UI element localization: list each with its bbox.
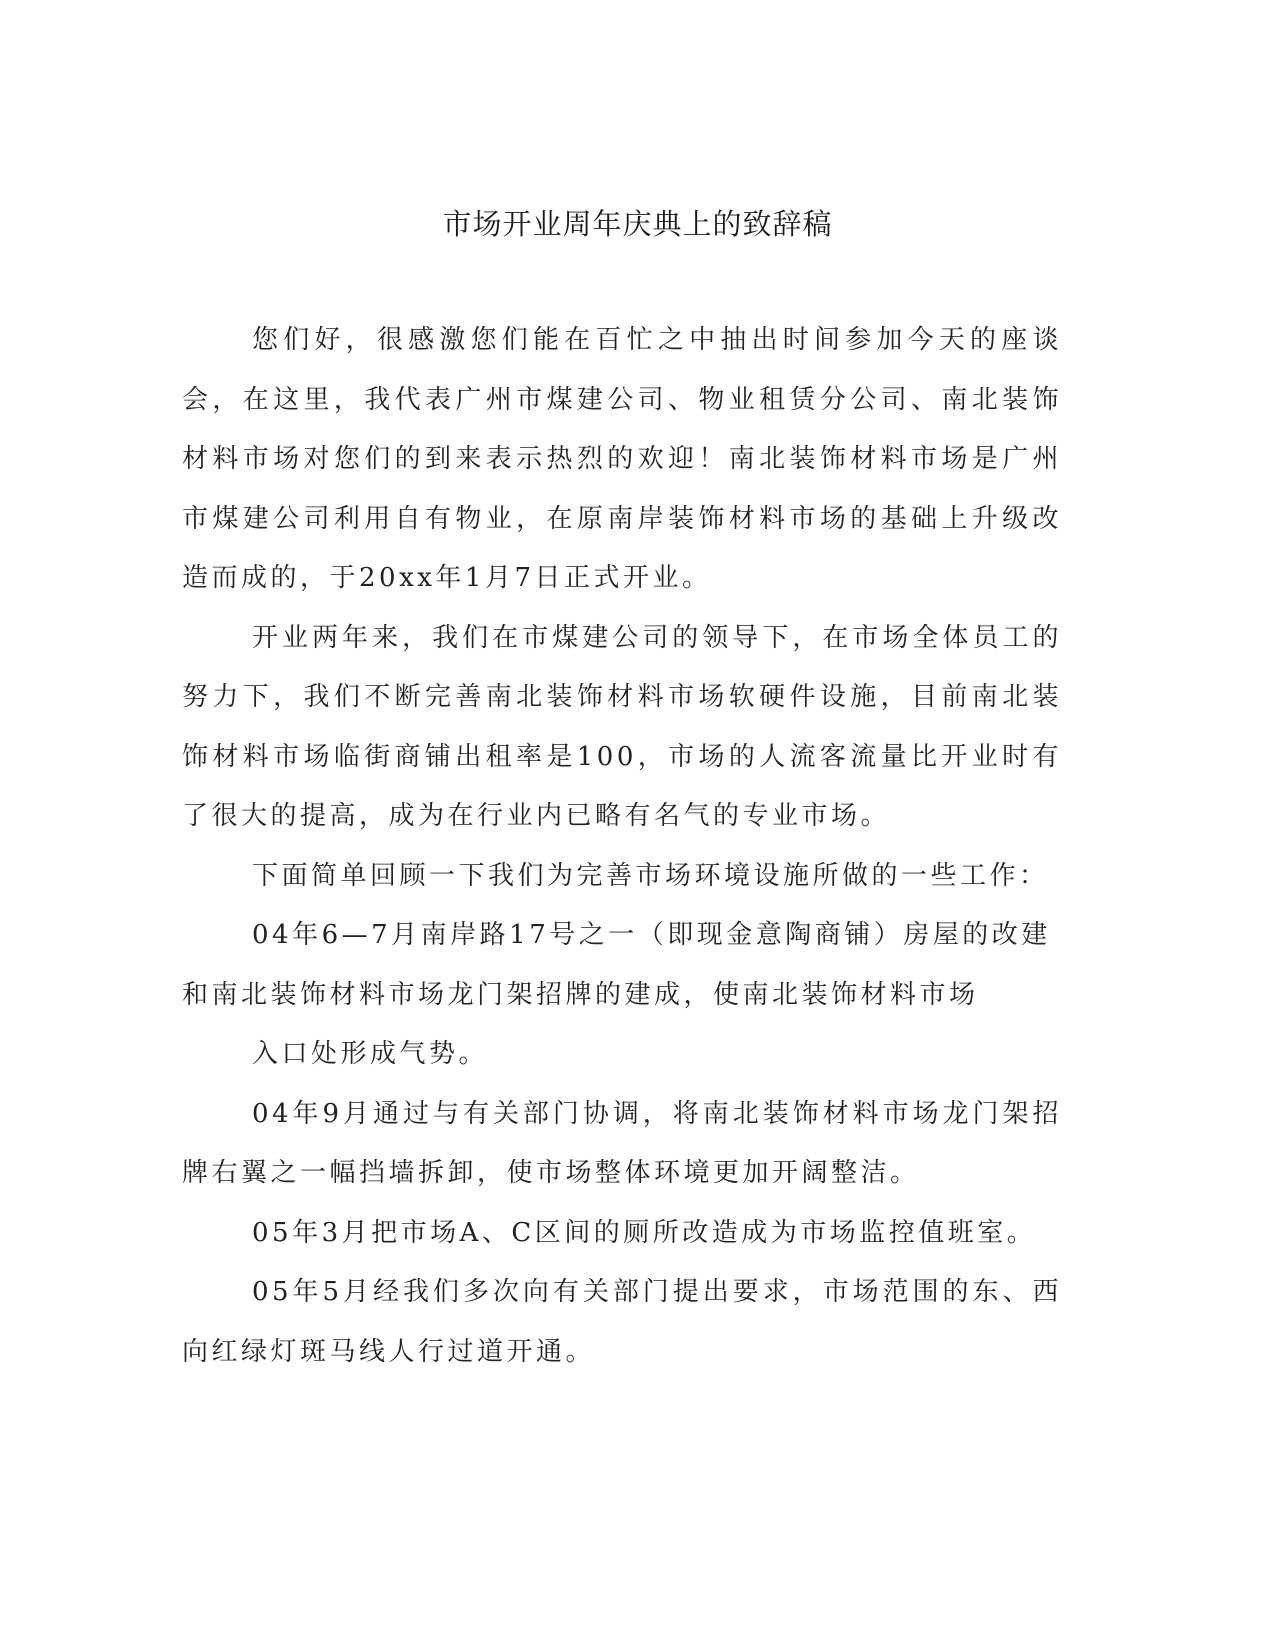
paragraph-two-years: 开业两年来，我们在市煤建公司的领导下，在市场全体员工的努力下，我们不断完善南北装饰材料市场软硬件设施，目前南北装饰材料市场临街商铺出租率是100，市场的人流客流量比开业时有了很大的提高，成为在行业内已略有名气的专业市场。 xyxy=(182,622,1062,831)
paragraph-welcome: 您们好，很感激您们能在百忙之中抽出时间参加今天的座谈会，在这里，我代表广州市煤建公司、物业租赁分公司、南北装饰材料市场对您们的到来表示热烈的欢迎！南北装饰材料市场是广州市煤建公司利用自有物业，在原南岸装饰材料市场的基础上升级改造而成的，于20xx年1月7日正式开业。 xyxy=(182,325,1062,593)
paragraph-work-item-1-continued: 入口处形成气势。 xyxy=(252,1039,489,1069)
paragraph-work-item-1: 04年6—7月南岸路17号之一（即现金意陶商铺）房屋的改建和南北装饰材料市场龙门架招牌的建成，使南北装饰材料市场 xyxy=(182,920,1051,1010)
document-title: 市场开业周年庆典上的致辞稿 xyxy=(442,207,833,241)
paragraph-work-item-4: 05年5月经我们多次向有关部门提出要求，市场范围的东、西向红绿灯斑马线人行过道开通。 xyxy=(182,1277,1062,1367)
paragraph-review-intro: 下面简单回顾一下我们为完善市场环境设施所做的一些工作： xyxy=(252,860,1049,891)
document-body xyxy=(182,311,1062,1382)
paragraph-work-item-3: 05年3月把市场A、C区间的厕所改造成为市场监控值班室。 xyxy=(252,1217,1037,1248)
paragraph-work-item-2: 04年9月通过与有关部门协调，将南北装饰材料市场龙门架招牌右翼之一幅挡墙拆卸，使市场整体环境更加开阔整洁。 xyxy=(182,1098,1062,1188)
